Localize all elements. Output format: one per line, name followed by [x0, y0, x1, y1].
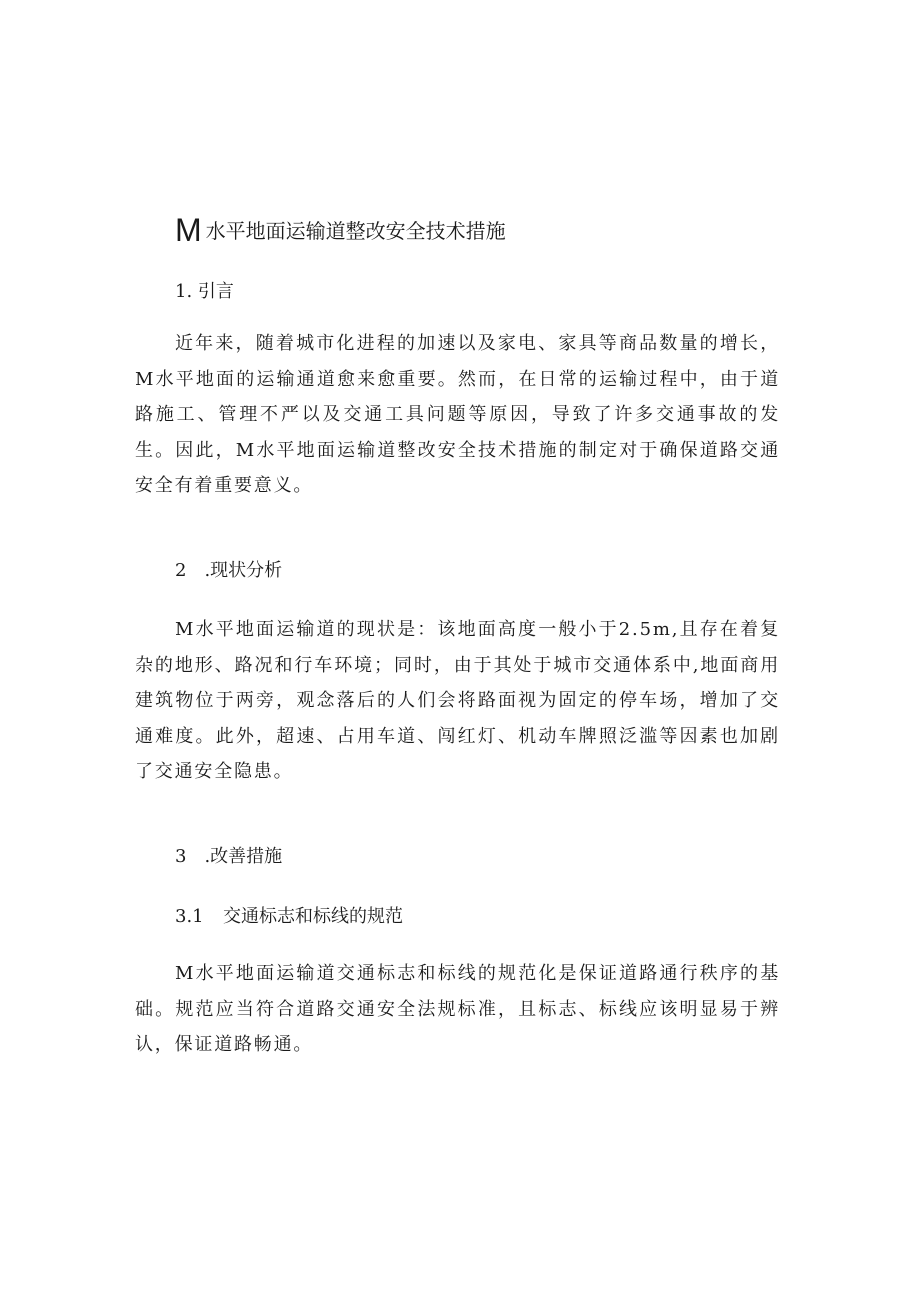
subsection-heading-traffic-signs [175, 902, 403, 932]
title-prefix: M [175, 212, 202, 248]
traffic-signs-paragraph: M水平地面运输道交通标志和标线的规范化是保证道路通行秩序的基础。规范应当符合道路交通安全法规标准，且标志、标线应该明显易于辨认，保证道路畅通。 [135, 963, 780, 1055]
title-text: 水平地面运输道整改安全技术措施 [205, 219, 506, 243]
document-title [175, 212, 775, 249]
section-heading-improvement: 3 .改善措施 [175, 846, 283, 867]
subsection-number: 3.1 [175, 906, 204, 927]
section-heading-status-analysis: 2 .现状分析 [175, 560, 283, 581]
status-analysis-paragraph: M水平地面运输道的现状是：该地面高度一般小于2.5m,且存在着复杂的地形、路况和行车环境；同时，由于其处于城市交通体系中,地面商用建筑物位于两旁，观念落后的人们会将路面视为固定的停车场，增加了交通难度。此外，超速、占用车道、闯红灯、机动车牌照泛滥等因素也加剧了交通安全隐患。 [135, 619, 780, 782]
introduction-paragraph: 近年来，随着城市化进程的加速以及家电、家具等商品数量的增长，M水平地面的运输通道愈来愈重要。然而，在日常的运输过程中，由于道路施工、管理不严以及交通工具问题等原因，导致了许多交通事故的发生。因此，M水平地面运输道整改安全技术措施的制定对于确保道路交通安全有着重要意义。 [135, 333, 780, 496]
subsection-title: 交通标志和标线的规范 [223, 906, 403, 927]
section-heading-introduction: 1. 引言 [175, 281, 234, 302]
